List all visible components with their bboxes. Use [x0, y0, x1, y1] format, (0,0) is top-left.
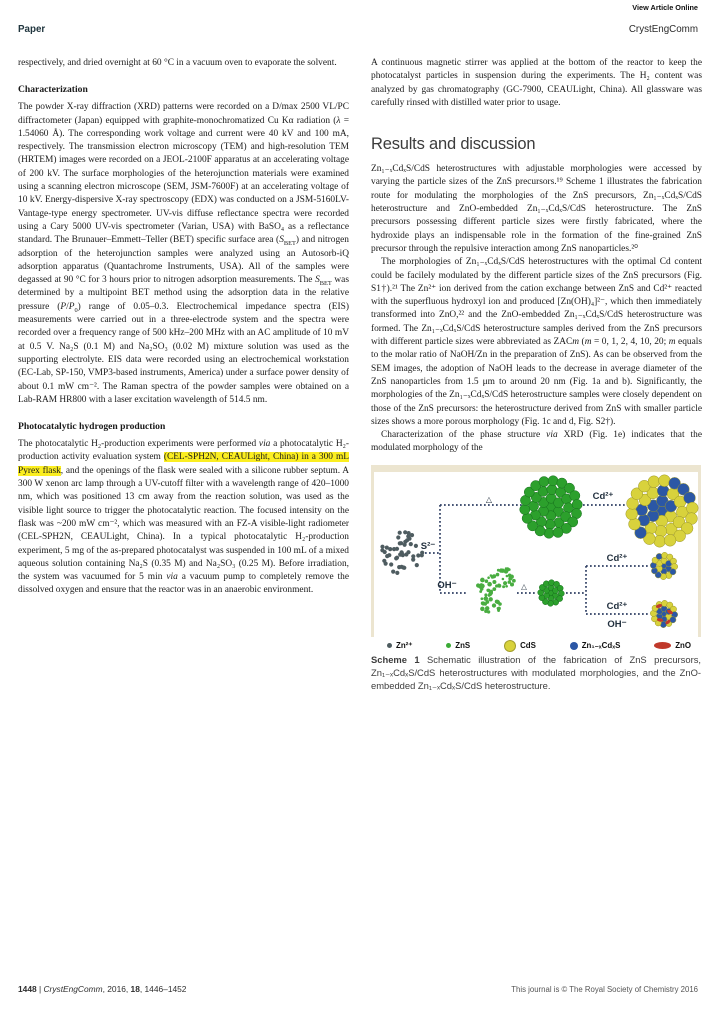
- cd2-mid-label: Cd²⁺: [606, 552, 628, 564]
- oh-left-label: OH⁻: [437, 579, 457, 591]
- zn-ion-dot-icon: [387, 643, 392, 648]
- figure-cream-band: [371, 465, 374, 637]
- page-citation: 1448 | CrystEngComm, 2016, 18, 1446–1452: [18, 984, 187, 994]
- scheme-caption: Scheme 1 Schematic illustration of the fabrication of ZnS precursors, Zn₁₋ₓCdₓS/CdS heterostructures with modulated morphologies, and the ZnO-embedded Zn₁₋ₓCdₓS/CdS heterostructure.: [371, 653, 701, 692]
- figure-cream-band: [698, 465, 701, 637]
- zns-dot-icon: [446, 643, 451, 648]
- characterization-paragraph: The powder X-ray diffraction (XRD) patterns were recorded on a D/max 2500 VL/PC diffractometer (Japan) equipped with graphite-monochromatized Cu Kα radiation (λ = 1.54060 Å). The corresponding work voltage and current were 40 kV and 100 mA, respectively. The transmission electron microscopy (TEM) and high-resolution TEM (HRTEM) images were recorded on a JEOL-2100F apparatus at an accelerating voltage of 200 kV. The surface morphologies of the heterojunction materials were examined using a scanning electron microscope (SEM, JSM-7600F) at an accelerating voltage of 10 kV. Energy-dispersive X-ray spectroscopy (EDX) was conducted on a JSM-5160LV-Vantage-type energy spectrometer. UV-vis diffuse reflectance spectra were recorded using a Cary 5000 UV-vis spectrometer (Varian, USA) with BaSO₄ as a reflectance standard. The Brunauer–Emmett–Teller (BET) specific surface area $(S_{BET})$ and nitrogen adsorption of the heterojunction samples were analyzed using an Autosorb-iQ adsorption apparatus (Quantachrome Instruments, USA). All of the samples were degassed at 90 °C for 3 hours prior to nitrogen adsorption measurements. The $S_{BET}$ was determined by a multipoint BET method using the adsorption data in the relative pressure $(P/P_0)$ range of 0.05–0.3. Electrochemical impedance spectra (EIS) measurements were carried out in a three-electrode system and the spectra were recorded over a frequency range of 500 kHz–200 MHz with an AC amplitude of 10 mV at 0.5 V. Na₂S (0.1 M) and Na₂SO₃ (0.02 M) mixture solution was used as the supporting electrolyte. EIS data were recorded using an electrochemical workstation (EC-Lab, SP-150, VMP3-based instruments, America) under a surface power density of about 0.1 mW cm⁻². The Raman spectra of the powder samples were obtained on a Lab-RAM HR800 with a laser excitation wavelength of 514.5 nm.: [18, 102, 349, 405]
- results-paragraph-1: Zn₁₋ₓCdₓS/CdS heterostructures with adjustable morphologies were accessed by varying the particle sizes of the ZnS precursors.¹⁹ Scheme 1 illustrates the fabrication route for modulating the morphologies of the ZnS precursors, Zn₁₋ₓCdₓS/CdS heterostructure and ZnO-embedded Zn₁₋ₓCdₓS/CdS heterostructure. The ZnS precursors possessing different particle sizes were firstly fabricated, where the hydroxide plays an indispensable role in the formation of the fine-grained ZnS precursor through the repulsive interaction among ZnS nanoparticles.²⁰: [371, 164, 702, 254]
- legend-item: [570, 641, 621, 650]
- results-paragraph-2: The morphologies of Zn₁₋ₓCdₓS/CdS heterostructures with the optimal Cd content could be facilely modulated by the different particle sizes of the ZnS precursors (Fig. S1†).²¹ The Zn²⁺ ion derived from the cation exchange between ZnS and Cd²⁺ reacted with the superfluous hydroxyl ion and produced [Zn(OH)₄]²⁻, which then immediately transformed into ZnO,²² and the ZnO-embedded Zn₁₋ₓCdₓS/CdS heterostructure was formed. The Zn₁₋ₓCdₓS/CdS heterostructure samples derived from the ZnS precursors with different particle sizes were abbreviated as ZACm (m = 0, 1, 2, 4, 10, 20; m equals to the molar ratio of NaOH/Zn in the preparation of ZnS). As can be observed from the SEM images, the adoption of NaOH leads to the decrease in average diameter of the ZnS nanoparticles from 1.5 μm to around 20 nm (Fig. 1a and b). Significantly, the morphologies of the Zn₁₋ₓCdₓS/CdS heterostructure samples were closely dependent on those of the ZnS precursors: the heterostructure derived from ZnS with smaller particle sizes shows a more porous morphology (Fig. 1c and d, Fig. S2†).: [371, 257, 703, 427]
- article-type-label: Paper: [18, 24, 46, 35]
- journal-name-header: CrystEngComm: [628, 24, 698, 35]
- scheme-legend: [371, 637, 701, 653]
- scheme-1-block: [371, 465, 701, 693]
- photocatalytic-paragraph: The photocatalytic H₂-production experiments were performed via a photocatalytic H₂-production activity evaluation system (CEL-SPH2N, CEAULight, China) in a 300 mL Pyrex flask, and the openings of the flask were sealed with a silicone rubber septum. A 300 W xenon arc lamp through a UV-cutoff filter with a wavelength range of 420–1000 nm, which was positioned 13 cm away from the reaction solution, was used as the visible light source to trigger the photocatalytic reaction. The focused intensity on the flask was ~200 mW cm⁻², which was measured with an FZ-A visible-light radiometer (CEL-SPH2N, CEAULight, China). In a typical photocatalytic H₂-production experiment, 5 mg of the as-prepared photocatalyst was suspended in 100 mL of a mixed aqueous solution containing Na₂S (0.35 M) and Na₂SO₃ (0.25 M). Before irradiation, the system was vacuumed for 5 min via a vacuum pump to completely remove the dissolved oxygen and ensure that the reactor was in an anaerobic environment.: [18, 439, 349, 596]
- figure-cream-band: [371, 465, 701, 472]
- cd2-bottom-label: Cd²⁺: [606, 600, 628, 612]
- cd2-top-label: Cd²⁺: [592, 490, 614, 502]
- scheme-1-figure: [371, 465, 701, 637]
- left-column: [18, 57, 349, 598]
- right-column: [371, 57, 702, 693]
- zncds-dot-icon: [570, 642, 578, 650]
- page-footer: [18, 984, 698, 994]
- photocatalytic-heading: Photocatalytic hydrogen production: [18, 421, 166, 433]
- characterization-heading: Characterization: [18, 84, 88, 96]
- legend-label: ZnO: [675, 641, 691, 651]
- view-article-online-link[interactable]: View Article Online: [632, 3, 698, 12]
- legend-label: CdS: [520, 641, 536, 651]
- legend-label: Zn²⁺: [396, 641, 413, 651]
- legend-item: [504, 640, 536, 652]
- legend-item: [446, 641, 470, 650]
- delta-bottom-label: △: [521, 581, 527, 591]
- legend-label: ZnS: [455, 641, 471, 651]
- results-paragraph-3: Characterization of the phase structure via XRD (Fig. 1e) indicates that the modulated morphology of the: [371, 430, 702, 454]
- s2-label: S²⁻: [420, 540, 436, 552]
- legend-item: [654, 641, 691, 650]
- cds-circle-icon: [504, 640, 516, 652]
- legend-item: [387, 641, 412, 650]
- delta-top-label: △: [485, 494, 493, 504]
- oh-bottom-label: OH⁻: [607, 618, 627, 630]
- intro-paragraph: respectively, and dried overnight at 60 °C in a vacuum oven to evaporate the solvent.: [18, 58, 337, 68]
- copyright-notice: This journal is © The Royal Society of Chemistry 2016: [511, 985, 698, 994]
- stirrer-paragraph: A continuous magnetic stirrer was applied at the bottom of the reactor to keep the photocatalyst particles in suspension during the experiments. The H₂ content was analyzed by gas chromatography (GC-7900, CEAULight, China). All glassware was carefully rinsed with distilled water prior to usage.: [371, 58, 702, 108]
- results-discussion-heading: Results and discussion: [371, 135, 536, 154]
- zno-ellipse-icon: [654, 642, 671, 649]
- legend-label: Zn₁₋ₓCdₓS: [581, 641, 621, 651]
